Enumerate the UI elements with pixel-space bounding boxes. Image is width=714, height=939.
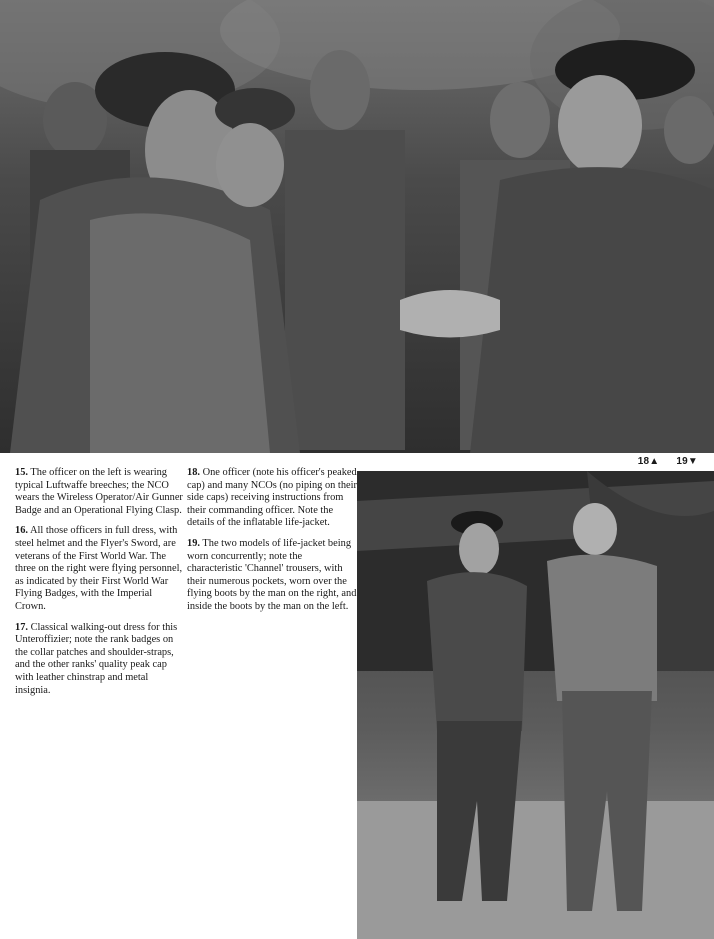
caption-number: 18. (187, 467, 200, 478)
photo-plate-19 (357, 471, 714, 939)
caption-15 (15, 467, 185, 517)
caption-number: 15. (15, 467, 28, 478)
photo-plate-18 (0, 0, 714, 453)
caption-text: Classical walking-out dress for this Unteroffizier; note the rank badges on the collar patches and shoulder-straps, and the other ranks' quality peak cap with leather chinstrap and metal insignia. (15, 621, 178, 696)
caption-18 (187, 467, 357, 530)
caption-17 (15, 622, 185, 698)
caption-text: The two models of life-jacket being worn concurrently; note the characteristic 'Channel' trousers, with their numerous pockets, worn over the flying boots by the man on the right, and inside the boots by the man on the left. (187, 537, 357, 612)
caption-column-left (15, 467, 185, 705)
caption-number: 17. (15, 621, 28, 633)
plate-ref-18: 18▲ (637, 456, 660, 467)
caption-text: One officer (note his officer's peaked cap) and many NCOs (no piping on their side caps) receiving instructions from their commanding officer. Note the details of the inflatable life-jacket. (187, 467, 357, 529)
caption-19 (187, 538, 357, 614)
caption-text: All those officers in full dress, with steel helmet and the Flyer's Sword, are veterans of the First World War. The three on the right were flying personnel, as indicated by their First World War Flying Badges, with the Imperial Crown. (15, 525, 183, 612)
caption-column-middle (187, 467, 357, 622)
caption-text: The officer on the left is wearing typical Luftwaffe breeches; the NCO wears the Wireless Operator/Air Gunner Badge and an Operational Flying Clasp. (15, 467, 183, 516)
caption-16 (15, 525, 185, 613)
plate-references (624, 456, 698, 467)
plate-ref-19: 19▼ (676, 456, 698, 467)
caption-number: 19. (187, 537, 200, 549)
caption-number: 16. (15, 525, 28, 537)
